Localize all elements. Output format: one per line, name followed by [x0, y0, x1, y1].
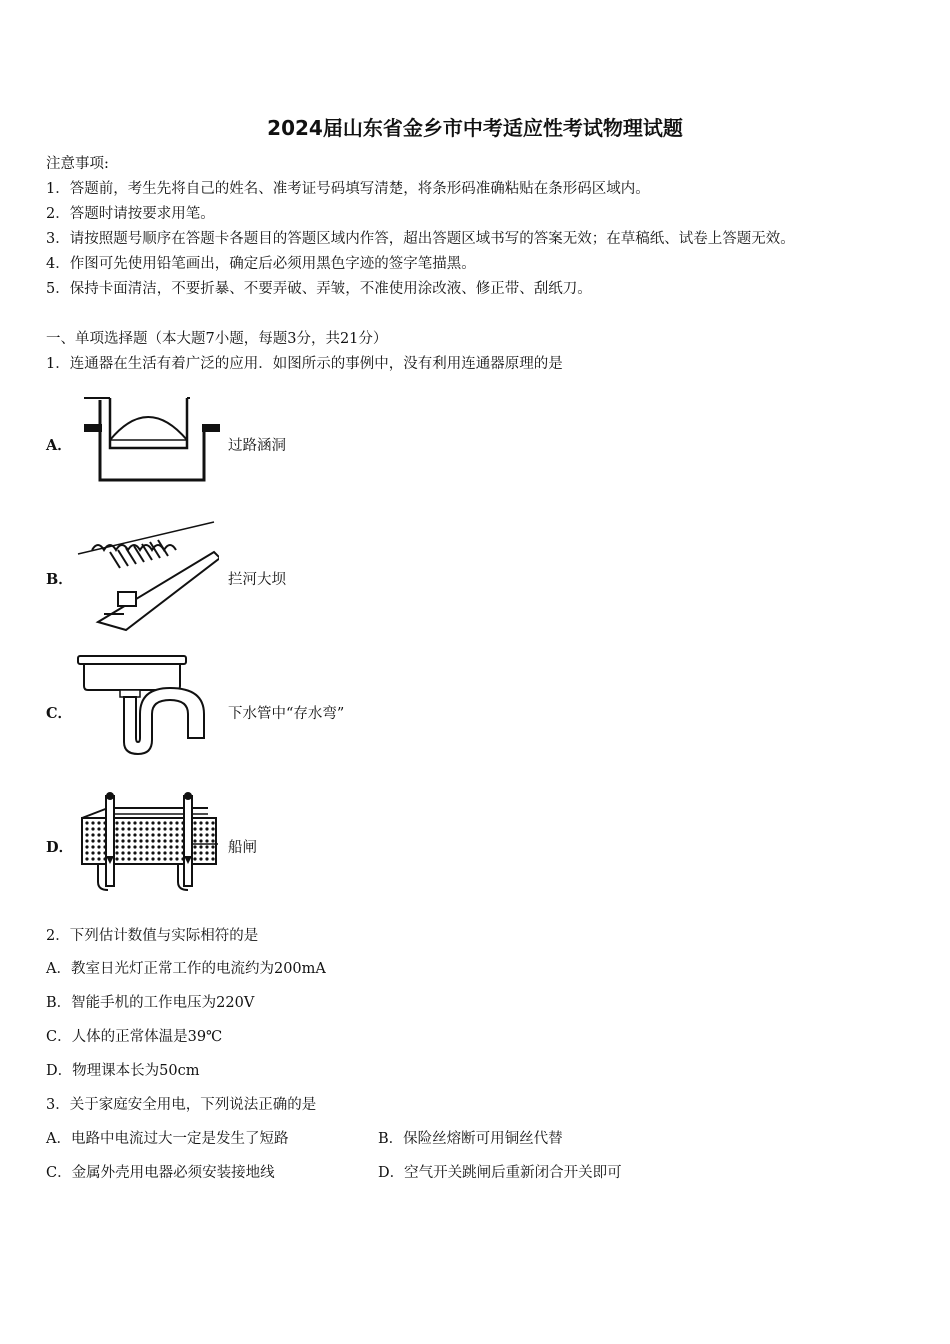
option-a-letter: A．	[46, 437, 72, 454]
question-3-option-c: C．金属外壳用电器必须安装接地线	[46, 1165, 275, 1181]
option-c-letter: C．	[46, 705, 73, 722]
sink-trap-figure-icon	[74, 652, 224, 760]
dam-figure-icon	[74, 518, 219, 633]
option-d-letter: D．	[46, 839, 74, 856]
option-a-caption: 过路涵洞	[228, 438, 286, 454]
notice-item: 5．保持卡面清洁，不要折暴、不要弄破、弄皱，不准使用涂改液、修正带、刮纸刀。	[46, 281, 592, 297]
culvert-figure-icon	[82, 390, 222, 485]
section-heading: 一、单项选择题（本大题7小题，每题3分，共21分）	[46, 331, 388, 347]
notice-item: 3．请按照题号顺序在答题卡各题目的答题区域内作答，超出答题区域书写的答案无效；在草稿纸、试卷上答题无效。	[46, 231, 795, 247]
option-b-letter: B．	[46, 571, 73, 588]
question-2-option-d: D．物理课本长为50cm	[46, 1063, 200, 1079]
option-c-caption: 下水管中“存水弯”	[228, 706, 345, 722]
option-d-caption: 船闸	[228, 840, 257, 856]
question-2-option-c: C．人体的正常体温是39℃	[46, 1029, 223, 1045]
question-3-option-d: D．空气开关跳闸后重新闭合开关即可	[378, 1165, 622, 1181]
question-3-option-b: B．保险丝熔断可用铜丝代替	[378, 1131, 563, 1147]
question-2-stem: 2．下列估计数值与实际相符的是	[46, 928, 259, 944]
question-2-option-b: B．智能手机的工作电压为220V	[46, 995, 255, 1011]
question-3-stem: 3．关于家庭安全用电，下列说法正确的是	[46, 1097, 317, 1113]
notice-item: 1．答题前，考生先将自己的姓名、准考证号码填写清楚，将条形码准确粘贴在条形码区域内。	[46, 181, 650, 197]
notice-item: 4．作图可先使用铅笔画出，确定后必须用黑色字迹的签字笔描黑。	[46, 256, 476, 272]
ship-lock-figure-icon	[78, 784, 223, 896]
question-3-option-a: A．电路中电流过大一定是发生了短路	[46, 1131, 289, 1147]
notice-item: 2．答题时请按要求用笔。	[46, 206, 215, 222]
page-title: 2024届山东省金乡市中考适应性考试物理试题	[267, 116, 683, 140]
question-2-option-a: A．教室日光灯正常工作的电流约为200mA	[46, 961, 326, 977]
option-b-caption: 拦河大坝	[228, 572, 286, 588]
question-1-stem: 1．连通器在生活有着广泛的应用．如图所示的事例中，没有利用连通器原理的是	[46, 356, 563, 372]
notice-heading: 注意事项:	[46, 156, 109, 172]
